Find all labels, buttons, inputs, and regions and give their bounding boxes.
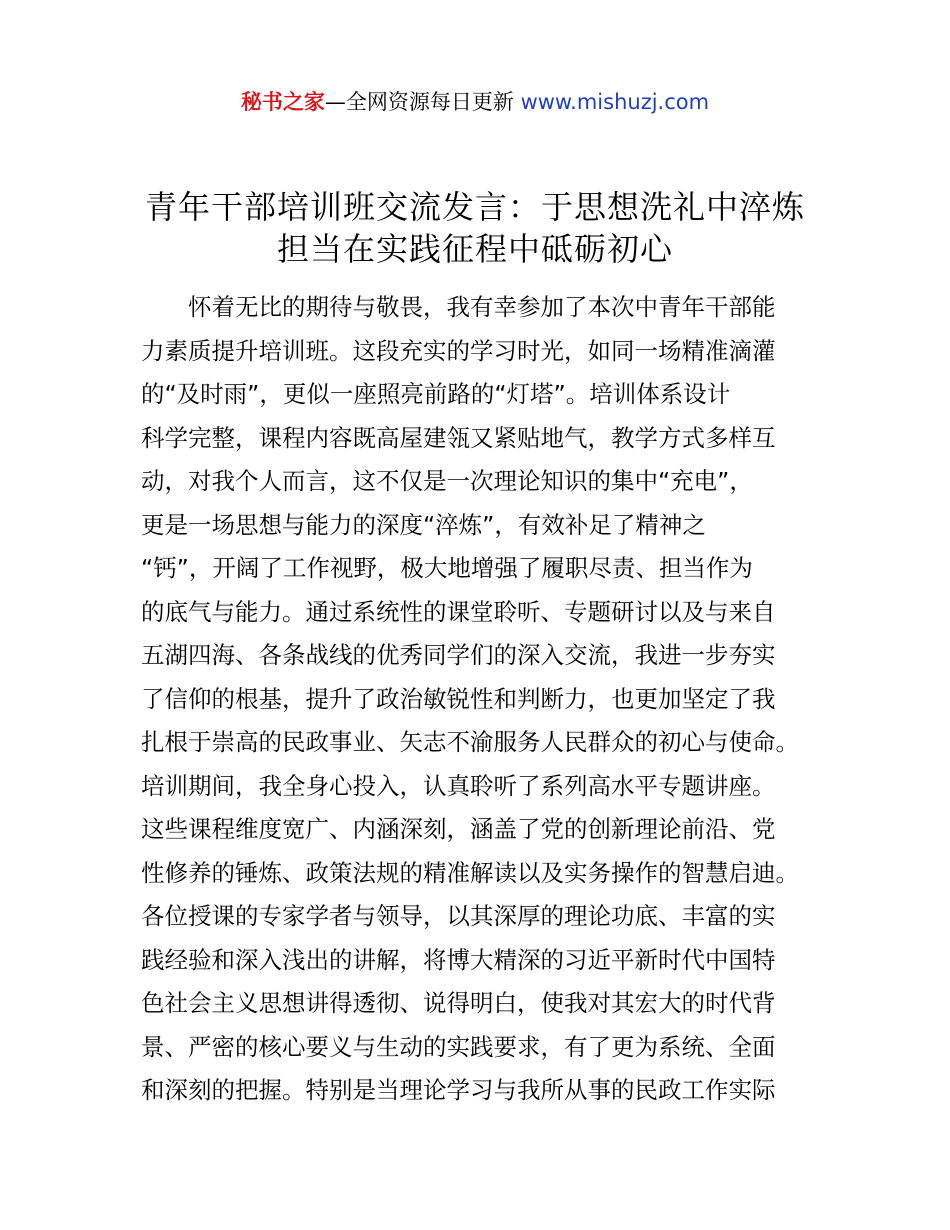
body-line: 践经验和深入浅出的讲解，将博大精深的习近平新时代中国特 [141,945,776,974]
site-header [0,88,950,116]
body-line: 科学完整，课程内容既高屋建瓴又紧贴地气，教学方式多样互 [141,423,776,452]
body-line: “钙”，开阔了工作视野，极大地增强了履职尽责、担当作为 [141,554,753,582]
body-line: 的底气与能力。通过系统性的课堂聆听、专题研讨以及与来自 [141,597,776,626]
site-url-link[interactable]: www.mishuzj.com [520,90,710,114]
body-line: 了信仰的根基，提升了政治敏锐性和判断力，也更加坚定了我 [141,684,776,713]
body-line: 色社会主义思想讲得透彻、说得明白，使我对其宏大的时代背 [141,989,776,1017]
body-line: 更是一场思想与能力的深度“淬炼”，有效补足了精神之 [141,510,706,539]
body-line: 力素质提升培训班。这段充实的学习时光，如同一场精准滴灌 [141,336,776,365]
body-line: 这些课程维度宽广、内涵深刻，涵盖了党的创新理论前沿、党 [141,815,776,843]
site-tagline: —全网资源每日更新 [324,90,514,114]
body-line: 五湖四海、各条战线的优秀同学们的深入交流，我进一步夯实 [141,641,776,669]
body-line: 的“及时雨”，更似一座照亮前路的“灯塔”。培训体系设计 [141,380,731,408]
body-line: 性修养的锤炼、政策法规的精准解读以及实务操作的智慧启迪。 [141,858,799,887]
body-line: 景、严密的核心要义与生动的实践要求，有了更为系统、全面 [141,1032,776,1061]
document-title [0,186,950,270]
body-line: 培训期间，我全身心投入，认真聆听了系列高水平专题讲座。 [141,771,776,800]
body-line: 动，对我个人而言，这不仅是一次理论知识的集中“充电”， [141,467,753,495]
body-line: 各位授课的专家学者与领导，以其深厚的理论功底、丰富的实 [141,902,776,930]
title-line-2: 担当在实践征程中砥砺初心 [276,230,673,268]
body-line: 和深刻的把握。特别是当理论学习与我所从事的民政工作实际 [141,1076,776,1104]
body-line: 怀着无比的期待与敬畏，我有幸参加了本次中青年干部能 [188,293,776,321]
body-line: 扎根于崇高的民政事业、矢志不渝服务人民群众的初心与使命。 [141,728,799,756]
body-paragraph [141,286,815,1113]
title-line-1: 青年干部培训班交流发言：于思想洗礼中淬炼 [144,188,805,226]
site-brand: 秘书之家 [240,90,325,114]
